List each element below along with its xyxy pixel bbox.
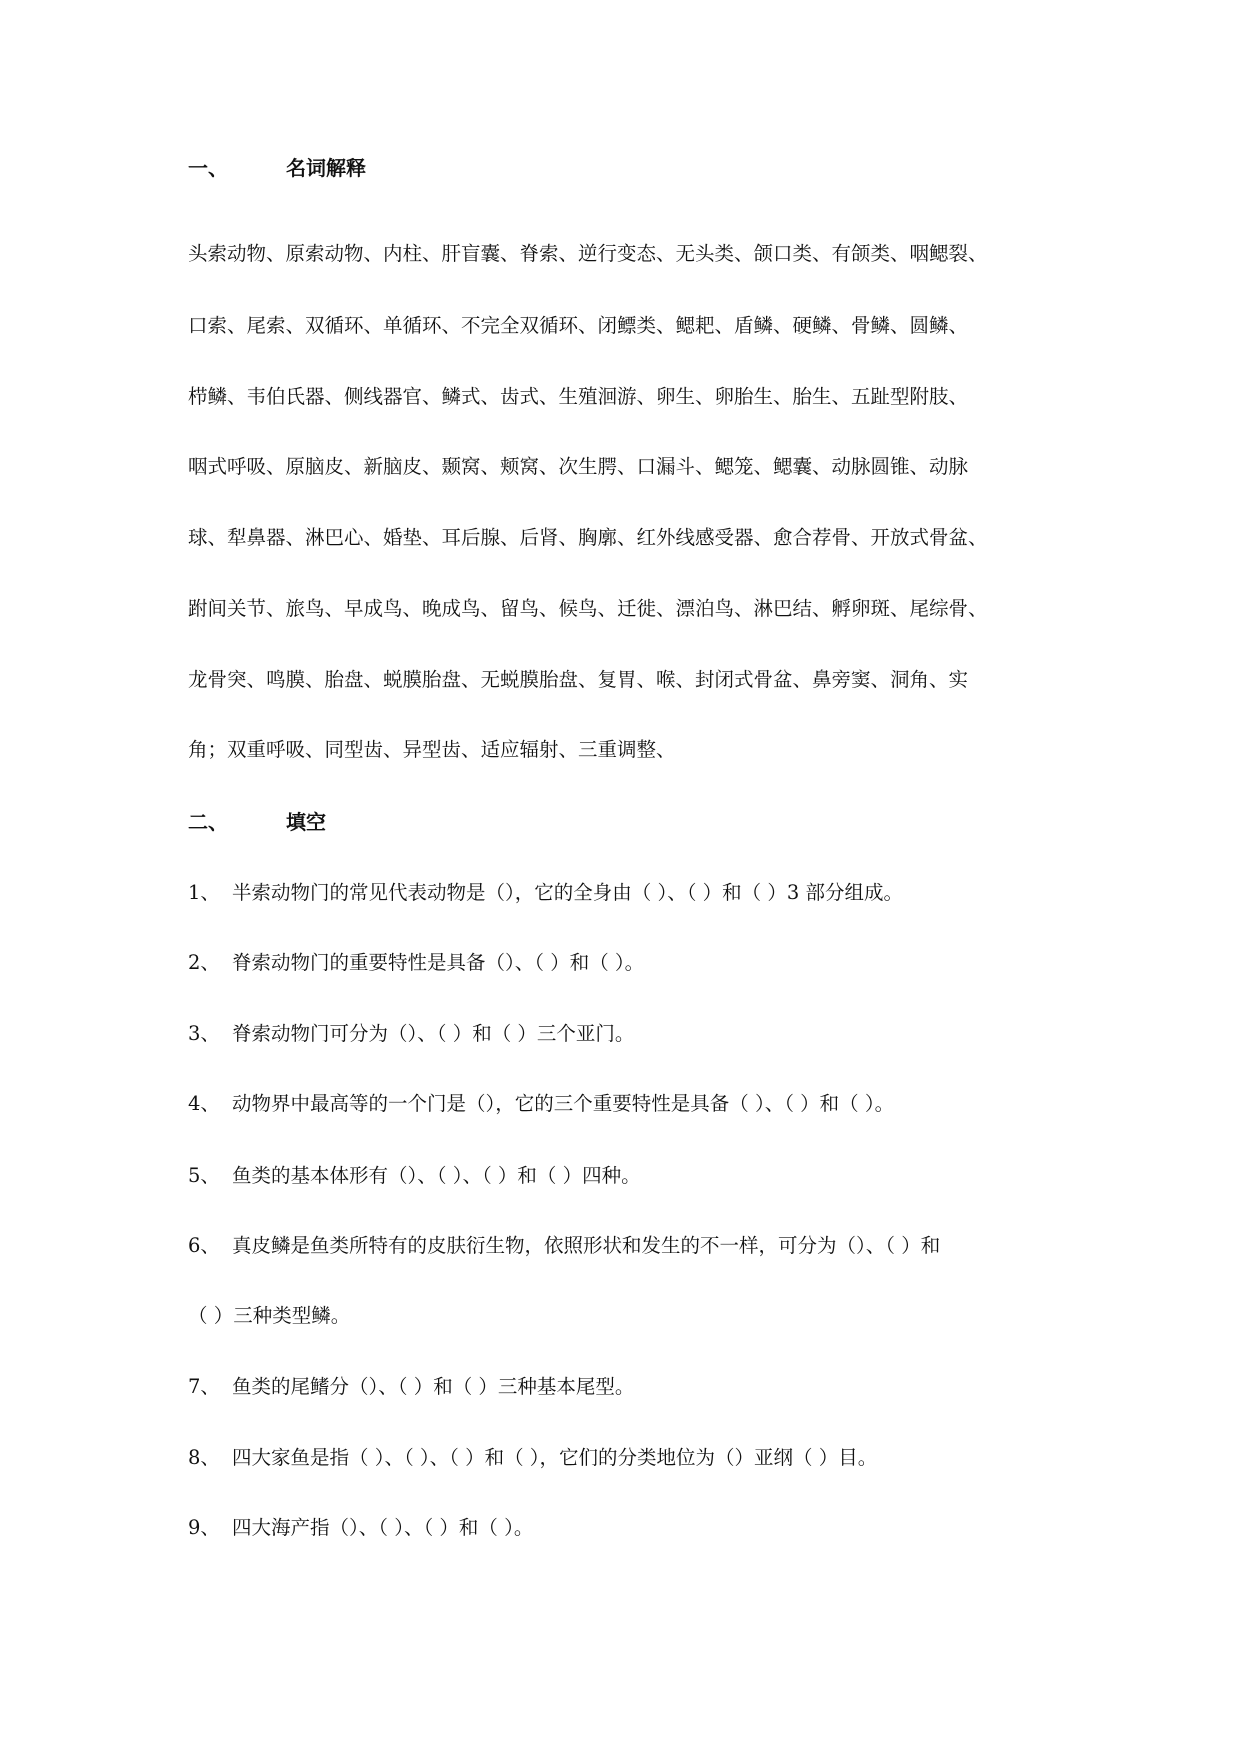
terms-line: 咽式呼吸、原脑皮、新脑皮、颞窝、颊窝、次生腭、口漏斗、鳃笼、鳃囊、动脉圆锥、动脉	[188, 455, 969, 478]
question-text: 脊索动物门的重要特性是具备（）、（ ）和（ ）。	[232, 951, 645, 974]
terms-line: 头索动物、原索动物、内柱、肝盲囊、脊索、逆行变态、无头类、颌口类、有颌类、咽鳃裂、	[188, 242, 988, 265]
question-text: 鱼类的基本体形有（）、（ ）、（ ）和（ ）四种。	[232, 1164, 641, 1187]
question-number: 2、	[188, 951, 220, 974]
section-title: 填空	[286, 810, 326, 834]
terms-line: 跗间关节、旅鸟、早成鸟、晚成鸟、留鸟、候鸟、迁徙、漂泊鸟、淋巴结、孵卵斑、尾综骨、	[188, 597, 988, 620]
question-number: 6、	[188, 1234, 220, 1257]
question-line	[188, 1518, 533, 1538]
question-text: 四大家鱼是指（ ）、（ ）、（ ）和（ ），它们的分类地位为（）亚纲（ ）目。	[232, 1446, 878, 1469]
question-number: 3、	[188, 1022, 220, 1045]
question-line	[188, 1236, 940, 1256]
terms-line: 角；双重呼吸、同型齿、异型齿、适应辐射、三重调整、	[188, 738, 676, 761]
question-number: 7、	[188, 1375, 220, 1398]
question-line	[188, 1448, 877, 1468]
question-line	[188, 1094, 894, 1114]
section-number: 二、	[188, 810, 228, 834]
section-number: 一、	[188, 156, 228, 180]
section-title: 名词解释	[286, 156, 366, 180]
question-text: 半索动物门的常见代表动物是（），它的全身由（ ）、（ ）和（ ）3 部分组成。	[232, 881, 903, 904]
question-line	[188, 883, 903, 903]
question-text: （ ）三种类型鳞。	[188, 1304, 351, 1327]
question-number: 4、	[188, 1092, 220, 1115]
section-heading-terms	[188, 158, 366, 178]
question-text: 四大海产指（）、（ ）、（ ）和（ ）。	[232, 1516, 534, 1539]
question-text: 动物界中最高等的一个门是（），它的三个重要特性是具备（ ）、（ ）和（ ）。	[232, 1092, 895, 1115]
terms-line: 龙骨突、鸣膜、胎盘、蜕膜胎盘、无蜕膜胎盘、复胃、喉、封闭式骨盆、鼻旁窦、洞角、实	[188, 668, 969, 691]
question-text: 鱼类的尾鳍分（）、（ ）和（ ）三种基本尾型。	[232, 1375, 635, 1398]
terms-line: 栉鳞、韦伯氏器、侧线器官、鳞式、齿式、生殖洄游、卵生、卵胎生、胎生、五趾型附肢、	[188, 385, 969, 408]
question-line	[188, 1377, 634, 1397]
question-line	[188, 1024, 634, 1044]
terms-line: 球、犁鼻器、淋巴心、婚垫、耳后腺、后肾、胸廓、红外线感受器、愈合荐骨、开放式骨盆、	[188, 526, 988, 549]
question-number: 8、	[188, 1446, 220, 1469]
terms-line: 口索、尾索、双循环、单循环、不完全双循环、闭鳔类、鳃耙、盾鳞、硬鳞、骨鳞、圆鳞、	[188, 314, 969, 337]
question-number: 9、	[188, 1516, 220, 1539]
question-text: 真皮鳞是鱼类所特有的皮肤衍生物，依照形状和发生的不一样，可分为（）、（ ）和	[232, 1234, 941, 1257]
question-line	[188, 953, 644, 973]
question-continuation-line	[188, 1306, 350, 1326]
question-text: 脊索动物门可分为（）、（ ）和（ ）三个亚门。	[232, 1022, 635, 1045]
question-number: 1、	[188, 881, 220, 904]
question-line	[188, 1166, 641, 1186]
section-heading-fill-blank	[188, 812, 326, 832]
question-number: 5、	[188, 1164, 220, 1187]
